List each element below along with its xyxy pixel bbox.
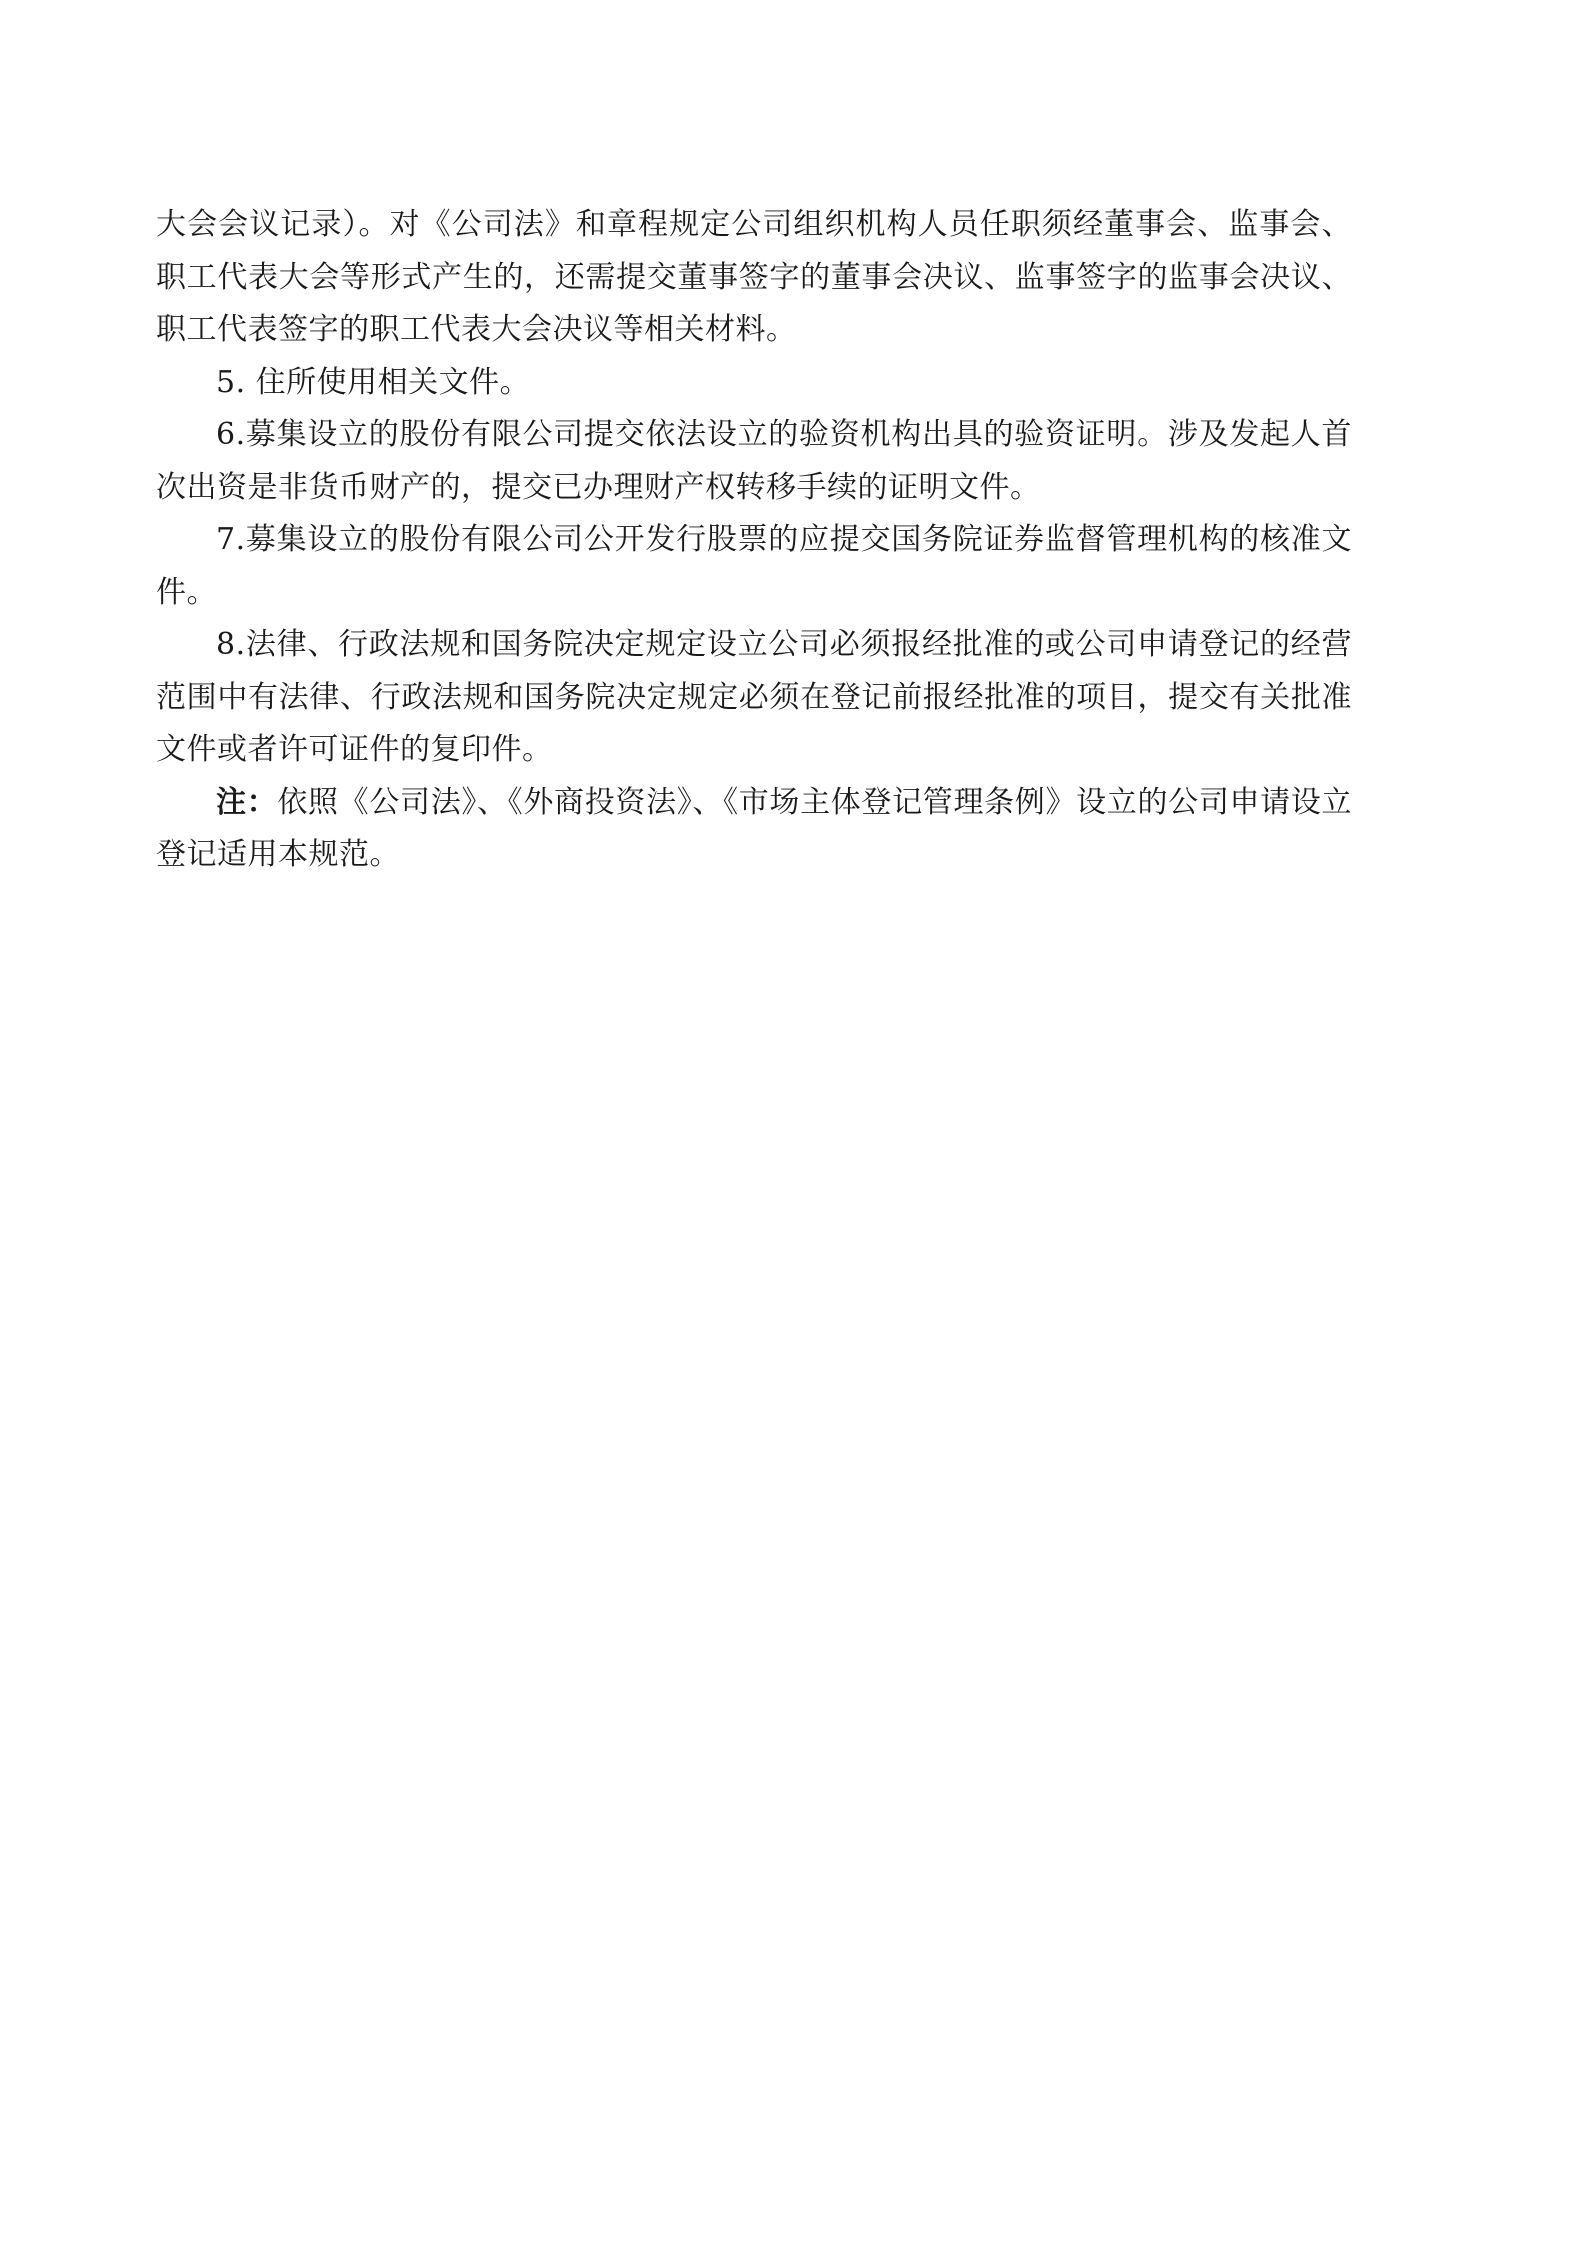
paragraph-item-5: 5. 住所使用相关文件。 [216,364,531,400]
paragraph-item-8: 8.法律、行政法规和国务院决定规定设立公司必须报经批准的或公司申请登记的经营范围中有法律、行政法规和国务院决定规定必须在登记前报经批准的项目，提交有关批准文件或者许可证件的复印件。 [156,627,1352,767]
paragraph-item-7: 7.募集设立的股份有限公司公开发行股票的应提交国务院证券监督管理机构的核准文件。 [156,522,1352,610]
note-label: 注： [216,784,278,820]
document-body [156,199,1352,882]
paragraph-item-6: 6.募集设立的股份有限公司提交依法设立的验资机构出具的验资证明。涉及发起人首次出资是非货币财产的，提交已办理财产权转移手续的证明文件。 [156,417,1352,505]
note-paragraph [156,777,1352,882]
paragraph-continuation: 大会会议记录）。对《公司法》和章程规定公司组织机构人员任职须经董事会、监事会、职工代表大会等形式产生的，还需提交董事签字的董事会决议、监事签字的监事会决议、职工代表签字的职工代表大会决议等相关材料。 [156,207,1352,347]
note-text: 依照《公司法》、《外商投资法》、《市场主体登记管理条例》设立的公司申请设立登记适用本规范。 [156,784,1353,872]
